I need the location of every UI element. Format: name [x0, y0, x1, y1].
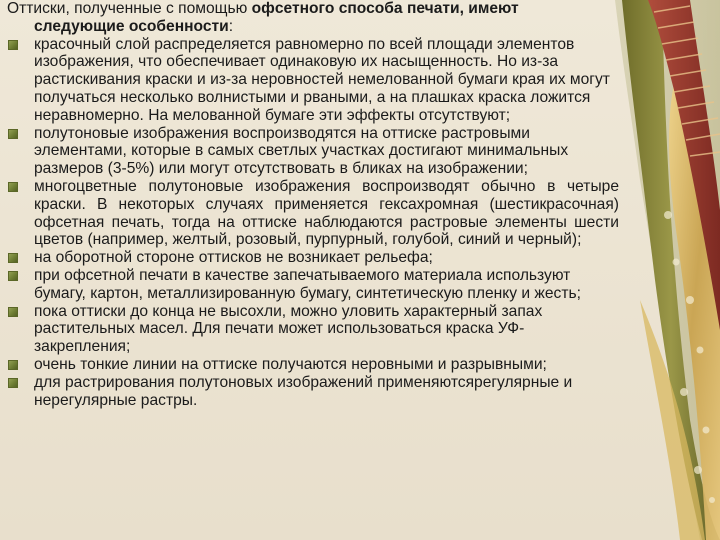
- list-item-text: при офсетной печати в качестве запечатываемого материала используют бумагу, картон, металлизированную бумагу, синтетическую пленку и жесть;: [34, 266, 581, 302]
- list-item: [7, 356, 619, 374]
- square-bullet-icon: [8, 129, 18, 139]
- features-list: [7, 36, 619, 410]
- list-item: [7, 374, 619, 410]
- intro-bold-features: следующие особенности: [34, 17, 229, 35]
- square-bullet-icon: [8, 307, 18, 317]
- list-item: [7, 36, 619, 125]
- list-item-text: полутоновые изображения воспроизводятся на оттиске растровыми элементами, которые в самых светлых участках достигают минимальных размеров (3-5%) или могут отсутствовать в бликах на изображении;: [34, 124, 569, 178]
- list-item-text: пока оттиски до конца не высохли, можно уловить характерный запах растительных масел. Для печати может использоваться краска УФ- закрепления;: [34, 302, 543, 356]
- list-item: [7, 178, 619, 249]
- text-block: [7, 0, 619, 409]
- intro-colon: :: [228, 17, 234, 35]
- intro-paragraph: [7, 0, 619, 36]
- square-bullet-icon: [8, 253, 18, 263]
- list-item-text: на оборотной стороне оттисков не возникает рельефа;: [34, 249, 433, 267]
- list-item-text: красочный слой распределяется равномерно по всей площади элементов изображения, что обеспечивает одинаковую их насыщенность. Но из-за растискивания краски и из-за неровностей немелованной бумаги края их могут получаться несколько волнистыми и рваными, а на плашках краска ложится неравномерно. На мелованной бумаге эти эффекты отсутствуют;: [34, 35, 610, 124]
- list-item: [7, 249, 619, 267]
- square-bullet-icon: [8, 40, 18, 50]
- square-bullet-icon: [8, 378, 18, 388]
- square-bullet-icon: [8, 182, 18, 192]
- square-bullet-icon: [8, 271, 18, 281]
- square-bullet-icon: [8, 360, 18, 370]
- list-item: [7, 125, 619, 178]
- list-item-text: многоцветные полутоновые изображения воспроизводят обычно в четыре краски. В некоторых случаях применяется гексахромная (шестикрасочная) офсетная печать, тогда на оттиске наблюдаются растровые элементы шести цветов (например, желтый, розовый, пурпурный, голубой, синий и черный);: [34, 177, 619, 249]
- intro-bold-phrase: офсетного способа печати, имеют: [251, 0, 519, 17]
- list-item: [7, 303, 619, 356]
- intro-text: Оттиски, полученные с помощью: [7, 0, 252, 17]
- list-item-text: для растрирования полутоновых изображений применяютсярегулярные и нерегулярные растры.: [34, 373, 573, 409]
- list-item: [7, 267, 619, 303]
- list-item-text: очень тонкие линии на оттиске получаются неровными и разрывными;: [34, 355, 547, 373]
